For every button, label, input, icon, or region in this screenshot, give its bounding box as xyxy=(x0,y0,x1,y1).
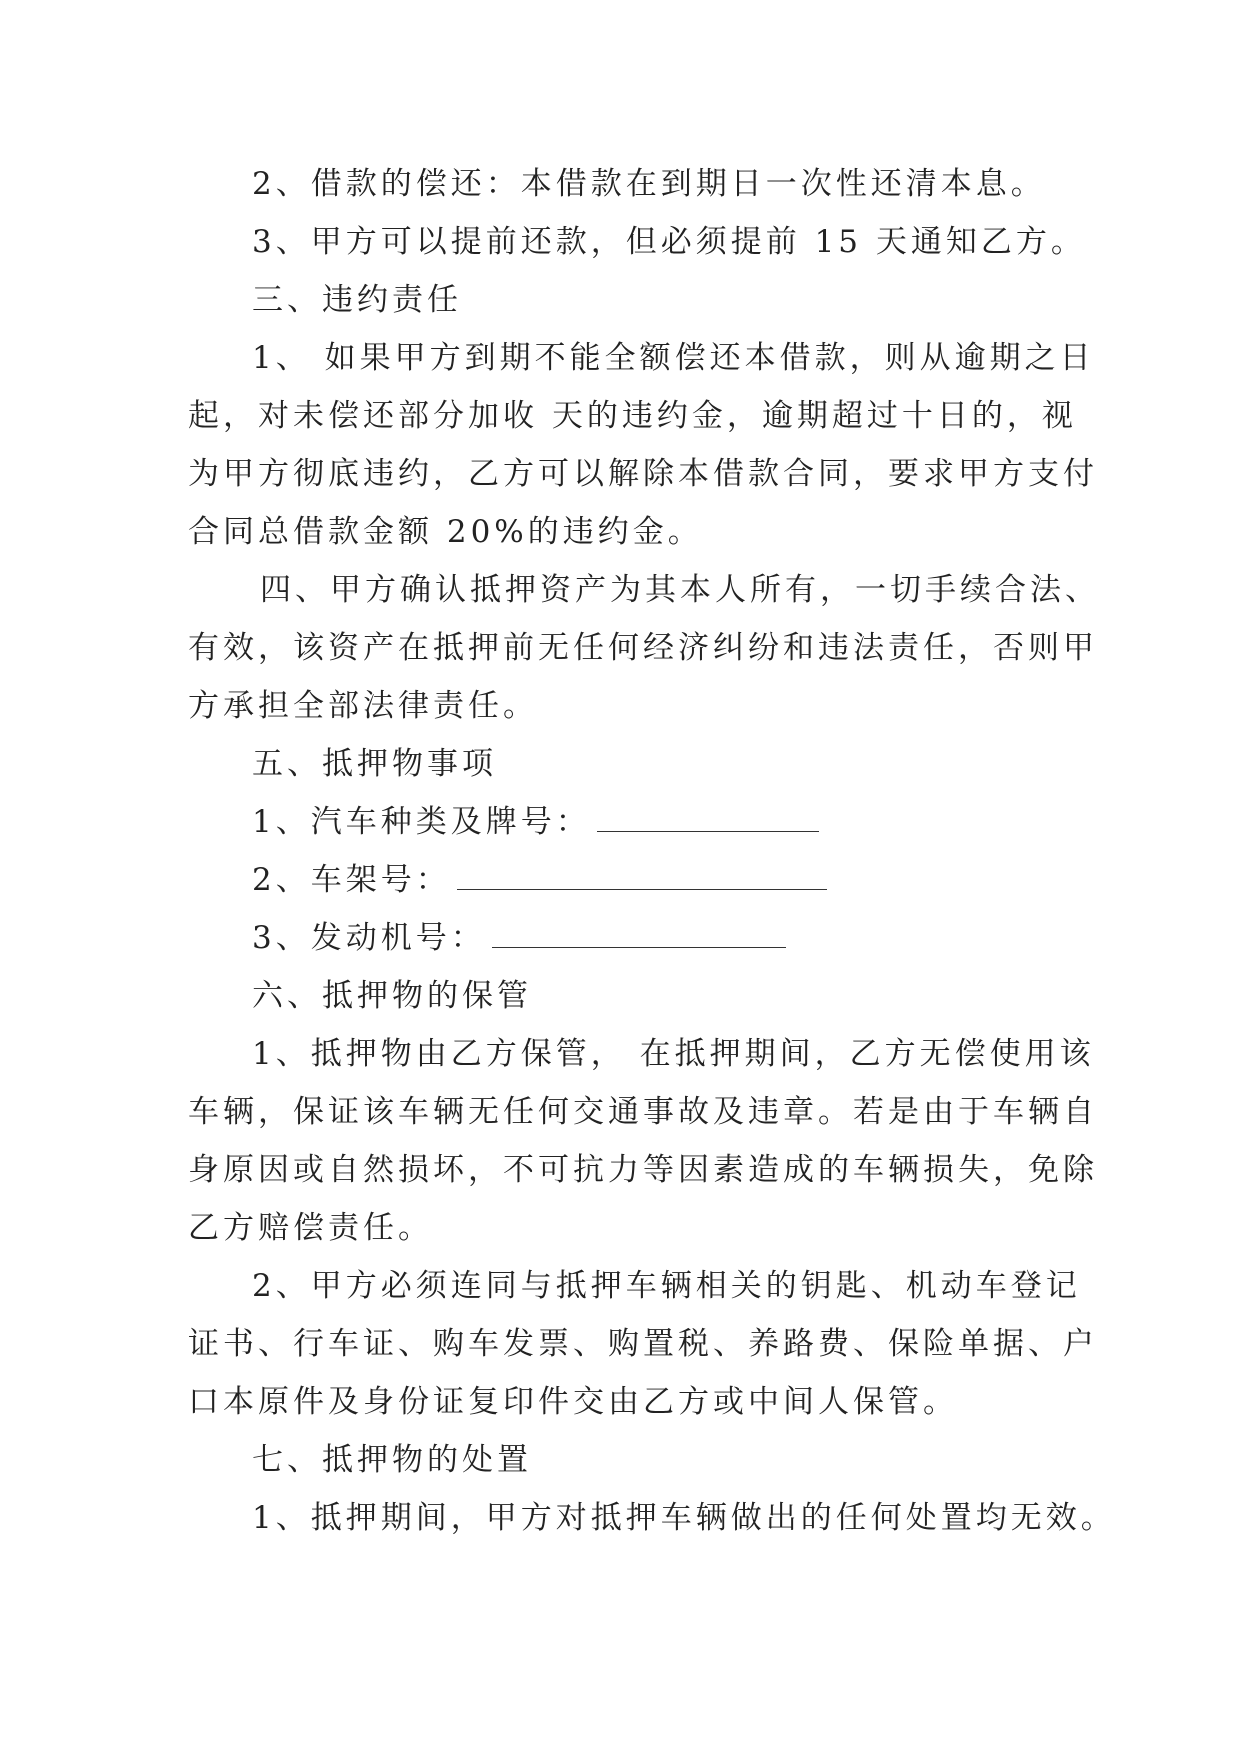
vehicle-type-label: 1、汽车种类及牌号： xyxy=(252,804,591,840)
section-heading-breach: 三、违约责任 xyxy=(252,282,462,318)
engine-number-label: 3、发动机号： xyxy=(252,920,486,956)
custody-clause-1-line-1: 1、抵押物由乙方保管， 在抵押期间，乙方无偿使用该 xyxy=(252,1036,1095,1072)
custody-clause-2-line-2: 证书、行车证、购车发票、购置税、养路费、保险单据、户 xyxy=(188,1326,1098,1362)
engine-number-blank xyxy=(492,921,786,948)
section-four-line-2: 有效，该资产在抵押前无任何经济纠纷和违法责任，否则甲 xyxy=(188,630,1098,666)
custody-clause-1-line-4: 乙方赔偿责任。 xyxy=(188,1210,433,1246)
custody-clause-2-line-1: 2、甲方必须连同与抵押车辆相关的钥匙、机动车登记 xyxy=(252,1268,1081,1304)
collateral-vehicle-type-row xyxy=(188,793,1068,851)
frame-number-label: 2、车架号： xyxy=(252,862,451,898)
breach-clause-line-2: 起，对未偿还部分加收 天的违约金，逾期超过十日的，视 xyxy=(188,398,1077,434)
custody-clause-1-line-2: 车辆，保证该车辆无任何交通事故及违章。若是由于车辆自 xyxy=(188,1094,1098,1130)
section-four-line-3: 方承担全部法律责任。 xyxy=(188,688,538,724)
clause-3-early-repayment: 3、甲方可以提前还款，但必须提前 15 天通知乙方。 xyxy=(252,224,1086,260)
breach-clause-line-4: 合同总借款金额 20%的违约金。 xyxy=(188,514,703,550)
document-body xyxy=(188,155,1116,1547)
disposal-clause-1: 1、抵押期间，甲方对抵押车辆做出的任何处置均无效。 xyxy=(252,1500,1116,1536)
frame-number-blank xyxy=(457,863,827,890)
section-heading-collateral: 五、抵押物事项 xyxy=(252,746,497,782)
collateral-frame-number-row xyxy=(188,851,1068,909)
section-four-line-1: 四、甲方确认抵押资产为其本人所有，一切手续合法、 xyxy=(260,572,1100,608)
custody-clause-1-line-3: 身原因或自然损坏，不可抗力等因素造成的车辆损失，免除 xyxy=(188,1152,1098,1188)
custody-clause-2-line-3: 口本原件及身份证复印件交由乙方或中间人保管。 xyxy=(188,1384,958,1420)
section-heading-custody: 六、抵押物的保管 xyxy=(252,978,532,1014)
breach-clause-line-3: 为甲方彻底违约，乙方可以解除本借款合同，要求甲方支付 xyxy=(188,456,1098,492)
clause-2-repayment: 2、借款的偿还：本借款在到期日一次性还清本息。 xyxy=(252,166,1046,202)
breach-clause-line-1: 1、 如果甲方到期不能全额偿还本借款，则从逾期之日 xyxy=(252,340,1095,376)
collateral-engine-number-row xyxy=(188,909,1068,967)
vehicle-type-blank xyxy=(597,805,819,832)
section-heading-disposal: 七、抵押物的处置 xyxy=(252,1442,532,1478)
